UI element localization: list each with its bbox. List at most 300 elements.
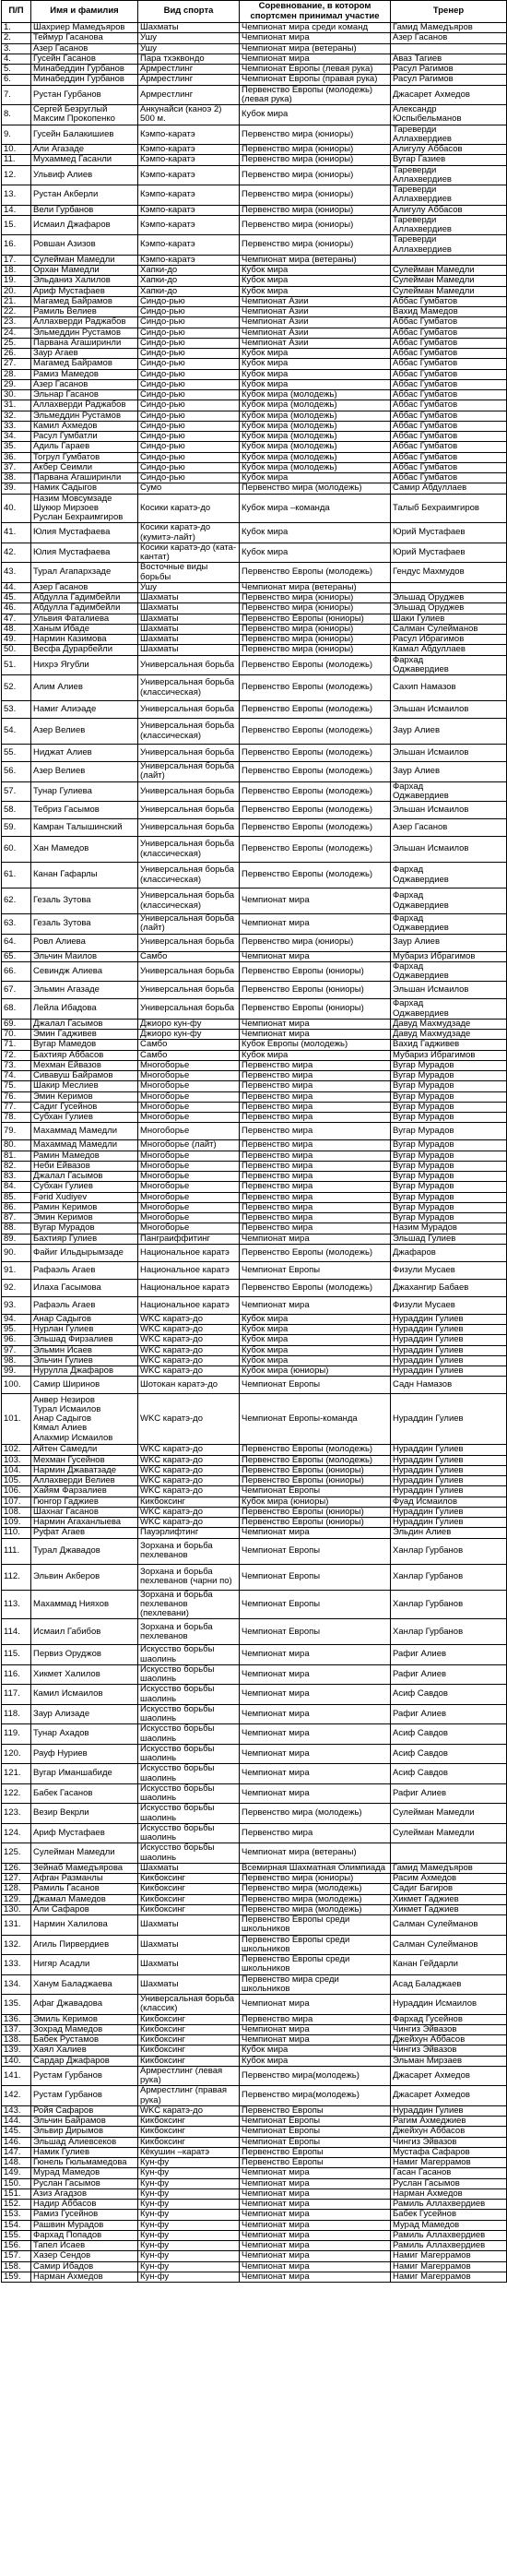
row-number: 148. <box>2 2158 31 2168</box>
table-row <box>2 307 507 317</box>
sport: Синдо-рью <box>138 432 240 442</box>
sport: Шахматы <box>138 1935 240 1955</box>
row-number: 142. <box>2 2086 31 2106</box>
athlete-name: Эмин Гадживев <box>31 1030 138 1040</box>
athlete-name: Вугар Мурадов <box>31 1223 138 1234</box>
sport: Универсальная борьба <box>138 781 240 802</box>
sport: Самбо <box>138 951 240 961</box>
row-number: 100. <box>2 1377 31 1394</box>
competition: Первенство мира (юниоры) <box>240 1874 391 1884</box>
sport: Хапки-до <box>138 276 240 286</box>
coach: Мурад Мамедов <box>391 2220 507 2230</box>
row-number: 137. <box>2 2024 31 2034</box>
athlete-name: Ровшан Азизов <box>31 235 138 256</box>
sport: Синдо-рью <box>138 328 240 338</box>
coach: Давуд Махмудзаде <box>391 1030 507 1040</box>
athlete-name: Неби Ейвазов <box>31 1161 138 1171</box>
sport: Косики каратэ-до <box>138 494 240 523</box>
table-row <box>2 1764 507 1784</box>
athlete-name: Нармин Агаханлыева <box>31 1518 138 1528</box>
row-number: 38. <box>2 473 31 483</box>
competition: Чемпионат мира <box>240 33 391 43</box>
table-row <box>2 1445 507 1455</box>
row-number: 79. <box>2 1123 31 1140</box>
coach: Аббас Гумбатов <box>391 411 507 421</box>
row-number: 120. <box>2 1744 31 1764</box>
row-number: 60. <box>2 837 31 863</box>
row-number: 122. <box>2 1783 31 1804</box>
row-number: 43. <box>2 563 31 583</box>
competition: Чемпионат мира <box>240 2188 391 2199</box>
competition: Чемпионат мира <box>240 1030 391 1040</box>
athlete-name <box>31 1394 138 1445</box>
sport: WKC каратэ-до <box>138 1465 240 1475</box>
sport: Кэмпо-каратэ <box>138 165 240 185</box>
row-number: 34. <box>2 432 31 442</box>
coach-line: Юспыбельманов <box>393 113 462 125</box>
competition: Чемпионат мира <box>240 2200 391 2210</box>
row-number: 42. <box>2 543 31 563</box>
table-row <box>2 2014 507 2024</box>
coach-line: Фархад <box>393 890 424 901</box>
table-row <box>2 1366 507 1377</box>
competition: Первенство Европы (молодежь) <box>240 1279 391 1296</box>
sport: Кикбоксинг <box>138 2014 240 2024</box>
athlete-name: Шахриер Мамедъяров <box>31 23 138 33</box>
row-number: 86. <box>2 1202 31 1212</box>
row-number: 77. <box>2 1102 31 1112</box>
athlete-name: Рустам Гурбанов <box>31 2066 138 2086</box>
sport: Синдо-рью <box>138 390 240 400</box>
coach <box>391 215 507 235</box>
athlete-name: Рустан Гурбанов <box>31 85 138 105</box>
sport: Кун-фу <box>138 2178 240 2188</box>
competition: Кубок мира <box>240 1355 391 1366</box>
coach <box>391 125 507 145</box>
athlete-name: Тунар Гулиева <box>31 781 138 802</box>
row-number: 147. <box>2 2147 31 2157</box>
table-header-row <box>2 1 507 23</box>
table-row <box>2 2127 507 2137</box>
table-row <box>2 999 507 1020</box>
table-row <box>2 421 507 431</box>
row-number: 89. <box>2 1234 31 1244</box>
coach: Вахид Мамедов <box>391 307 507 317</box>
coach: Назим Мурадов <box>391 1223 507 1234</box>
coach: Асиф Савдов <box>391 1724 507 1745</box>
table-row <box>2 185 507 206</box>
table-row <box>2 255 507 265</box>
competition: Первенство мира <box>240 1202 391 1212</box>
sport: Искусство борьбы шаолинь <box>138 1823 240 1843</box>
table-row <box>2 2137 507 2147</box>
table-row <box>2 432 507 442</box>
row-number: 57. <box>2 781 31 802</box>
coach: Расим Ахмедов <box>391 1874 507 1884</box>
table-row <box>2 1455 507 1465</box>
competition: Чемпионат мира <box>240 1685 391 1705</box>
competition: Первенство Европы (юниоры) <box>240 1476 391 1486</box>
athlete-name: Сулейман Мамедли <box>31 1843 138 1864</box>
sport: WKC каратэ-до <box>138 1355 240 1366</box>
athlete-name: Минабеддин Гурбанов <box>31 65 138 75</box>
table-row <box>2 837 507 863</box>
coach: Фуад Исмаилов <box>391 1497 507 1507</box>
row-number: 108. <box>2 1507 31 1517</box>
athlete-name: Рауф Нуриев <box>31 1744 138 1764</box>
coach: Фархад Гусейнов <box>391 2014 507 2024</box>
coach: Расул Ибрагимов <box>391 635 507 645</box>
athlete-name: Гюнель Гюльмамедова <box>31 2158 138 2168</box>
table-row <box>2 1564 507 1590</box>
sport: Синдо-рью <box>138 359 240 369</box>
coach: Юрий Мустафаев <box>391 523 507 543</box>
athlete-name: Нарман Ахмедов <box>31 2272 138 2282</box>
athlete-name: Шакир Меслиев <box>31 1081 138 1091</box>
sport: Панграиффитинг <box>138 1234 240 1244</box>
competition: Первенство мира (юниоры) <box>240 165 391 185</box>
table-row <box>2 1172 507 1182</box>
coach <box>391 863 507 888</box>
row-number: 125. <box>2 1843 31 1864</box>
athlete-name: Нурлан Гулиев <box>31 1325 138 1335</box>
athlete-name: Азер Велиев <box>31 719 138 745</box>
row-number: 92. <box>2 1279 31 1296</box>
competition: Первенство Европы (молодежь) <box>240 563 391 583</box>
row-number: 63. <box>2 914 31 935</box>
row-number: 26. <box>2 349 31 359</box>
competition: Кубок мира <box>240 369 391 379</box>
sport: Кун-фу <box>138 2158 240 2168</box>
table-row <box>2 65 507 75</box>
competition: Чемпионат мира <box>240 2024 391 2034</box>
competition: Первенство мира (юниоры) <box>240 215 391 235</box>
coach-line: Тареверди <box>393 234 437 245</box>
coach: Асиф Савдов <box>391 1764 507 1784</box>
competition: Первенство мира <box>240 1151 391 1161</box>
table-row <box>2 1863 507 1873</box>
row-number: 102. <box>2 1445 31 1455</box>
sport: Кэмпо-каратэ <box>138 145 240 155</box>
sport: Синдо-рью <box>138 473 240 483</box>
table-row <box>2 2220 507 2230</box>
competition: Первенство Европы <box>240 2147 391 2157</box>
sport: Кун-фу <box>138 2188 240 2199</box>
sport: WKC каратэ-до <box>138 1366 240 1377</box>
sport: WKC каратэ-до <box>138 1325 240 1335</box>
table-row <box>2 1465 507 1475</box>
competition: Кубок мира –команда <box>240 494 391 523</box>
sport: Универсальная борьба (классик) <box>138 1995 240 2015</box>
sport: Кэмпо-каратэ <box>138 215 240 235</box>
athlete-name: Гезаль Зутова <box>31 914 138 935</box>
table-row <box>2 2117 507 2127</box>
sport: Шахматы <box>138 645 240 655</box>
competition: Кубок мира (молодежь) <box>240 411 391 421</box>
sport: Ушу <box>138 582 240 592</box>
coach: Аббас Гумбатов <box>391 349 507 359</box>
row-number: 54. <box>2 719 31 745</box>
athlete-name: Руфат Агаев <box>31 1528 138 1538</box>
coach: Нураддин Гулиев <box>391 1507 507 1517</box>
table-row <box>2 317 507 328</box>
sport: Многоборье <box>138 1151 240 1161</box>
coach: Вугар Мурадов <box>391 1202 507 1212</box>
row-number: 107. <box>2 1497 31 1507</box>
sport: Шотокан каратэ-до <box>138 1377 240 1394</box>
sport: Национальное каратэ <box>138 1261 240 1279</box>
sport: Кун-фу <box>138 2220 240 2230</box>
row-number: 74. <box>2 1071 31 1081</box>
athlete-name: Азер Гасанов <box>31 582 138 592</box>
athlete-name: Эльмин Исаев <box>31 1345 138 1355</box>
sport: Многоборье <box>138 1182 240 1192</box>
sport: Синдо-рью <box>138 317 240 328</box>
athlete-name: Али Агазаде <box>31 145 138 155</box>
athlete-name: Хан Мамедов <box>31 837 138 863</box>
athlete-name: Камил Исмаилов <box>31 1685 138 1705</box>
competition: Кубок мира <box>240 1050 391 1060</box>
row-number: 136. <box>2 2014 31 2024</box>
coach: Аббас Гумбатов <box>391 421 507 431</box>
row-number: 83. <box>2 1172 31 1182</box>
coach: Аваз Тагиев <box>391 54 507 64</box>
athlete-name: Эльмеддин Рустамов <box>31 411 138 421</box>
athlete-name: Эльмин Агазаде <box>31 982 138 999</box>
table-row <box>2 2168 507 2178</box>
row-number: 109. <box>2 1518 31 1528</box>
competition: Кубок Европы (молодежь) <box>240 1040 391 1050</box>
competition: Чемпионат Азии <box>240 296 391 306</box>
athlete-name: Ариф Мустафаев <box>31 286 138 296</box>
row-number: 94. <box>2 1314 31 1324</box>
competition: Первенство мира (юниоры) <box>240 934 391 951</box>
athlete-name: Аллахверди Раджабов <box>31 400 138 411</box>
athlete-name: Исмаил Габибов <box>31 1619 138 1645</box>
row-number: 62. <box>2 888 31 914</box>
coach: Вугар Газиев <box>391 155 507 165</box>
table-row <box>2 1590 507 1619</box>
row-number: 93. <box>2 1296 31 1314</box>
competition: Первенство Европы (молодежь) <box>240 1244 391 1261</box>
competition: Первенство Европы <box>240 2158 391 2168</box>
table-row <box>2 745 507 762</box>
coach: Нураддин Гулиев <box>391 1476 507 1486</box>
coach <box>391 255 507 265</box>
table-row <box>2 961 507 982</box>
coach-line: Аллахвердиев <box>393 224 452 234</box>
coach: Нураддин Гулиев <box>391 1366 507 1377</box>
competition: Первенство мира <box>240 1192 391 1202</box>
coach: Расул Рагимов <box>391 65 507 75</box>
row-number: 25. <box>2 338 31 348</box>
competition: Первенство мира <box>240 1071 391 1081</box>
row-number: 35. <box>2 442 31 452</box>
table-row <box>2 1213 507 1223</box>
coach: Эльшад Оруджев <box>391 593 507 603</box>
coach: Мубариз Ибрагимов <box>391 951 507 961</box>
coach <box>391 655 507 675</box>
row-number: 76. <box>2 1091 31 1102</box>
row-number: 128. <box>2 1884 31 1894</box>
coach: Джасарет Ахмедов <box>391 2086 507 2106</box>
sport: Джиоро кун-фу <box>138 1019 240 1029</box>
competition: Первенство Европы (молодежь) <box>240 675 391 701</box>
coach: Аббас Гумбатов <box>391 296 507 306</box>
table-row <box>2 400 507 411</box>
coach: Чингиз Эйвазов <box>391 2024 507 2034</box>
coach: Рагим Ахмеджиев <box>391 2117 507 2127</box>
competition: Первенство Европы среди школьников <box>240 1915 391 1936</box>
row-number: 23. <box>2 317 31 328</box>
competition: Кубок мира <box>240 286 391 296</box>
coach: Садн Намазов <box>391 1377 507 1394</box>
row-number: 154. <box>2 2220 31 2230</box>
competition: Кубок мира <box>240 105 391 125</box>
coach: Вугар Мурадов <box>391 1172 507 1182</box>
athlete-name <box>31 494 138 523</box>
competition: Чемпионат мира <box>240 888 391 914</box>
competition: Чемпионат мира <box>240 2210 391 2220</box>
table-row <box>2 1335 507 1345</box>
sport: Косики каратэ-до (кумитэ-лайт) <box>138 523 240 543</box>
row-number: 141. <box>2 2066 31 2086</box>
sport: Многоборье <box>138 1202 240 1212</box>
sport: Ушу <box>138 33 240 43</box>
header-number: П/П <box>2 1 31 23</box>
coach: Заур Алиев <box>391 719 507 745</box>
athlete-name: Мехман Ейвазов <box>31 1060 138 1070</box>
row-number: 18. <box>2 266 31 276</box>
row-number: 73. <box>2 1060 31 1070</box>
coach-line: Тареверди <box>393 125 437 135</box>
row-number: 27. <box>2 359 31 369</box>
table-row <box>2 1140 507 1151</box>
table-row <box>2 75 507 85</box>
athlete-name: Хаял Халиев <box>31 2045 138 2056</box>
athlete-name: Рамин Керимов <box>31 1202 138 1212</box>
athlete-name: Ариф Мустафаев <box>31 1823 138 1843</box>
coach: Намиг Магеррамов <box>391 2261 507 2272</box>
table-row <box>2 2241 507 2251</box>
athlete-name: Ровл Алиева <box>31 934 138 951</box>
header-sport: Вид спорта <box>138 1 240 23</box>
sport: Универсальная борьба <box>138 934 240 951</box>
sport: Кикбоксинг <box>138 2045 240 2056</box>
sport: Универсальная борьба (классическая) <box>138 863 240 888</box>
row-number: 21. <box>2 296 31 306</box>
sport: Кун-фу <box>138 2230 240 2240</box>
table-row <box>2 2272 507 2282</box>
row-number: 88. <box>2 1223 31 1234</box>
athlete-name: Афган Разманлы <box>31 1874 138 1884</box>
sport: Искусство борьбы шаолинь <box>138 1764 240 1784</box>
athlete-name: Турал Агапархзаде <box>31 563 138 583</box>
coach: Заур Алиев <box>391 934 507 951</box>
coach: Аббас Гумбатов <box>391 390 507 400</box>
competition: Первенство мира среди школьников <box>240 1974 391 1995</box>
athlete-name: Камил Ахмедов <box>31 421 138 431</box>
row-number: 150. <box>2 2178 31 2188</box>
row-number: 85. <box>2 1192 31 1202</box>
coach <box>391 582 507 592</box>
competition: Первенство мира <box>240 1091 391 1102</box>
sport: Универсальная борьба (классическая) <box>138 719 240 745</box>
table-row <box>2 914 507 935</box>
table-row <box>2 349 507 359</box>
row-number: 31. <box>2 400 31 411</box>
coach: Рафиг Алиев <box>391 1704 507 1724</box>
competition: Чемпионат мира <box>240 1704 391 1724</box>
athlete-name: Хикмет Халилов <box>31 1664 138 1685</box>
row-number: 44. <box>2 582 31 592</box>
coach: Вугар Мурадов <box>391 1102 507 1112</box>
competition: Кубок мира (молодежь) <box>240 442 391 452</box>
table-row <box>2 1182 507 1192</box>
table-row <box>2 1151 507 1161</box>
coach: Садиг Багиров <box>391 1884 507 1894</box>
coach: Физули Мусаев <box>391 1296 507 1314</box>
row-number: 3. <box>2 43 31 54</box>
table-row <box>2 276 507 286</box>
sport: Синдо-рью <box>138 421 240 431</box>
table-row <box>2 1161 507 1171</box>
coach: Нураддин Исмаилов <box>391 1995 507 2015</box>
athlete-name: Эльнар Гасанов <box>31 390 138 400</box>
athlete-name: Расул Гумбатли <box>31 432 138 442</box>
competition: Чемпионат мира <box>240 2178 391 2188</box>
coach: Джейхун Аббасов <box>391 2127 507 2137</box>
coach: Ханлар Гурбанов <box>391 1564 507 1590</box>
coach <box>391 165 507 185</box>
sport: Кэмпо-каратэ <box>138 205 240 215</box>
athlete-name: Бахтияр Гулиев <box>31 1234 138 1244</box>
sport: Армрестлинг (правая рука) <box>138 2086 240 2106</box>
competition: Первенство Европы среди школьников <box>240 1935 391 1955</box>
sport: Анкунайси (каноэ 2) 500 м. <box>138 105 240 125</box>
row-number: 87. <box>2 1213 31 1223</box>
row-number: 133. <box>2 1955 31 1975</box>
competition: Кубок мира (молодежь) <box>240 432 391 442</box>
row-number: 32. <box>2 411 31 421</box>
sport: WKC каратэ-до <box>138 1345 240 1355</box>
table-row <box>2 762 507 782</box>
athlete-name-line: Турал Исмаилов <box>33 1403 101 1414</box>
athlete-name-line: Руслан Бехраимгиров <box>33 512 124 522</box>
competition: Всемирная Шахматная Олимпиада <box>240 1863 391 1873</box>
coach: Давуд Махмудзаде <box>391 1019 507 1029</box>
coach: Намиг Магеррамов <box>391 2272 507 2282</box>
table-row <box>2 1314 507 1324</box>
sport: Кикбоксинг <box>138 2056 240 2066</box>
athlete-name: Fərid Xudiyev <box>31 1192 138 1202</box>
coach: Нураддин Гулиев <box>391 1314 507 1324</box>
coach: Салман Сулейманов <box>391 624 507 634</box>
sport: Национальное каратэ <box>138 1279 240 1296</box>
table-row <box>2 442 507 452</box>
row-number: 119. <box>2 1724 31 1745</box>
competition: Первенство Европы (юниоры) <box>240 1465 391 1475</box>
sport: Многоборье <box>138 1113 240 1123</box>
sport: Косики каратэ-до (ката-кантат) <box>138 543 240 563</box>
coach: Бабек Гусейнов <box>391 2210 507 2220</box>
table-row <box>2 2066 507 2086</box>
sport: Ушу <box>138 43 240 54</box>
table-row <box>2 452 507 462</box>
coach: Канан Гейдарли <box>391 1955 507 1975</box>
coach: Эльшан Исмаилов <box>391 745 507 762</box>
coach: Сулейман Мамедли <box>391 276 507 286</box>
